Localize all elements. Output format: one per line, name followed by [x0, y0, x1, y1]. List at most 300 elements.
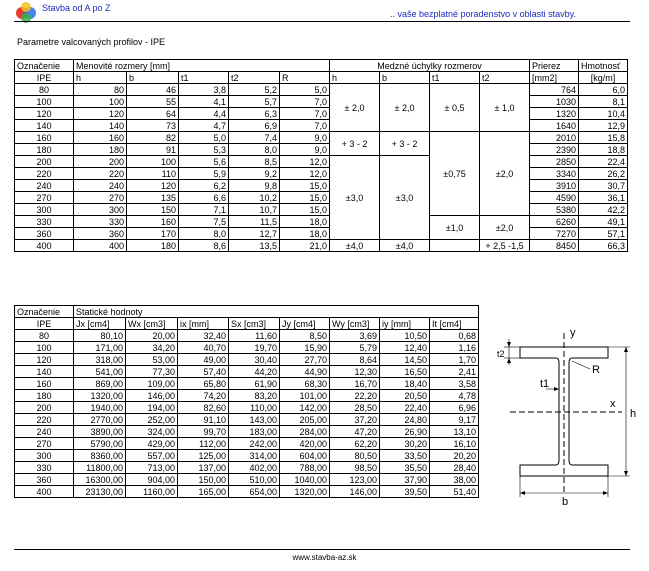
- cell: 8,50: [280, 330, 330, 342]
- static-values-table: [14, 305, 479, 498]
- cell: 146,00: [330, 486, 380, 498]
- cell: 6,2: [179, 180, 229, 192]
- cell: 15,0: [280, 192, 330, 204]
- cell: 28,50: [330, 402, 380, 414]
- table-row: [15, 390, 479, 402]
- header-cell: [mm2]: [530, 72, 579, 84]
- cell: 5,79: [330, 342, 380, 354]
- header-cell: Medzné úchylky rozmerov: [330, 60, 530, 72]
- cell: 429,00: [126, 438, 178, 450]
- cell: 180: [15, 390, 74, 402]
- cell: 80,10: [74, 330, 126, 342]
- cell: 44,20: [229, 366, 280, 378]
- cell: 20,50: [380, 390, 430, 402]
- cell: 110: [127, 168, 179, 180]
- cell: 109,00: [126, 378, 178, 390]
- cell: 1030: [530, 96, 579, 108]
- cell: 200: [74, 156, 127, 168]
- cell: 140: [15, 120, 74, 132]
- cell: 140: [74, 120, 127, 132]
- cell: 11,60: [229, 330, 280, 342]
- cell: 98,50: [330, 462, 380, 474]
- cell: 7,5: [179, 216, 229, 228]
- cell: 51,40: [430, 486, 479, 498]
- table-row: [15, 132, 628, 144]
- cell: 34,20: [126, 342, 178, 354]
- table-row: [15, 180, 628, 192]
- cell: 120: [74, 108, 127, 120]
- cell: 205,00: [280, 414, 330, 426]
- cell: ±4,0: [380, 240, 430, 252]
- header-cell: t1: [179, 72, 229, 84]
- cell: 4590: [530, 192, 579, 204]
- cell: 2770,00: [74, 414, 126, 426]
- cell: 180: [74, 144, 127, 156]
- table-row: [15, 414, 479, 426]
- cell: 240: [15, 426, 74, 438]
- cell: 12,0: [280, 168, 330, 180]
- cell: 82: [127, 132, 179, 144]
- cell: 42,2: [579, 204, 628, 216]
- cell: 6260: [530, 216, 579, 228]
- cell: 73: [127, 120, 179, 132]
- cell: ±1,0: [430, 216, 480, 240]
- cell: 9,2: [229, 168, 280, 180]
- cell: 44,90: [280, 366, 330, 378]
- cell: 55: [127, 96, 179, 108]
- header-cell: IPE: [15, 72, 74, 84]
- cell: 110,00: [229, 402, 280, 414]
- header-cell: Jy [cm4]: [280, 318, 330, 330]
- header-cell: Sx [cm3]: [229, 318, 280, 330]
- cell: 3,58: [430, 378, 479, 390]
- header-cell: Wy [cm3]: [330, 318, 380, 330]
- cell: 180: [127, 240, 179, 252]
- table-row: [15, 108, 628, 120]
- cell: 400: [15, 486, 74, 498]
- table-row: [15, 366, 479, 378]
- cell: 49,00: [178, 354, 229, 366]
- cell: 91,10: [178, 414, 229, 426]
- cell: 220: [15, 414, 74, 426]
- cell: 1,16: [430, 342, 479, 354]
- cell: 242,00: [229, 438, 280, 450]
- cell: 240: [15, 180, 74, 192]
- cell: 330: [15, 462, 74, 474]
- cell: 8,64: [330, 354, 380, 366]
- cell: 143,00: [229, 414, 280, 426]
- cell: 21,0: [280, 240, 330, 252]
- label-b: b: [562, 496, 569, 505]
- cell: 2010: [530, 132, 579, 144]
- table-row: [15, 330, 479, 342]
- tagline: .. vaše bezplatné poradenstvo v oblasti stavby.: [390, 9, 576, 19]
- cell: 64: [127, 108, 179, 120]
- cell: 32,40: [178, 330, 229, 342]
- header-cell: [kg/m]: [579, 72, 628, 84]
- cell: 3910: [530, 180, 579, 192]
- cell: 1940,00: [74, 402, 126, 414]
- header-cell: t1: [430, 72, 480, 84]
- cell: 22,20: [330, 390, 380, 402]
- cell: 18,0: [280, 216, 330, 228]
- table-row: [15, 354, 479, 366]
- cell: 15,0: [280, 204, 330, 216]
- cell: 8,6: [179, 240, 229, 252]
- cell: 38,00: [430, 474, 479, 486]
- cell: 9,0: [280, 132, 330, 144]
- cell: 26,2: [579, 168, 628, 180]
- cell: 20,00: [126, 330, 178, 342]
- cell: 8360,00: [74, 450, 126, 462]
- table-row: [15, 192, 628, 204]
- cell: 160: [15, 132, 74, 144]
- cell: 330: [15, 216, 74, 228]
- cell: 7,0: [280, 120, 330, 132]
- table-row: [15, 228, 628, 240]
- page-title: Parametre valcovaných profilov - IPE: [17, 37, 166, 47]
- cell: 270: [15, 192, 74, 204]
- header-cell: Jx [cm4]: [74, 318, 126, 330]
- cell: 5,9: [179, 168, 229, 180]
- cell: 160: [15, 378, 74, 390]
- cell: 12,7: [229, 228, 280, 240]
- cell: ± 2,0: [330, 84, 380, 132]
- cell: ±0,75: [430, 132, 480, 216]
- cell: 4,78: [430, 390, 479, 402]
- cell: 6,96: [430, 402, 479, 414]
- cell: 146,00: [126, 390, 178, 402]
- cell: 1320: [530, 108, 579, 120]
- cell: 74,20: [178, 390, 229, 402]
- cell: 1320,00: [280, 486, 330, 498]
- cell: 270: [74, 192, 127, 204]
- cell: 82,60: [178, 402, 229, 414]
- table-row: [15, 168, 628, 180]
- cell: 30,7: [579, 180, 628, 192]
- header-cell: Označenie: [15, 306, 74, 318]
- cell: 20,20: [430, 450, 479, 462]
- cell: 80: [15, 84, 74, 96]
- cell: 100: [74, 96, 127, 108]
- cell: 30,20: [380, 438, 430, 450]
- cell: 11800,00: [74, 462, 126, 474]
- cell: 160: [74, 132, 127, 144]
- table-row: [15, 84, 628, 96]
- cell: 5,0: [179, 132, 229, 144]
- header-cell: iy [mm]: [380, 318, 430, 330]
- cell: 120: [127, 180, 179, 192]
- table-header-row: [15, 60, 628, 72]
- cell: 300: [15, 450, 74, 462]
- table-row: [15, 342, 479, 354]
- cell: 284,00: [280, 426, 330, 438]
- cell: 16300,00: [74, 474, 126, 486]
- table-row: [15, 462, 479, 474]
- cell: 13,10: [430, 426, 479, 438]
- cell: 6,3: [229, 108, 280, 120]
- cell: ±2,0: [480, 216, 530, 240]
- cell: 170: [127, 228, 179, 240]
- cell: 24,80: [380, 414, 430, 426]
- cell: 360: [15, 474, 74, 486]
- cell: 420,00: [280, 438, 330, 450]
- header-cell: h: [74, 72, 127, 84]
- cell: 11,5: [229, 216, 280, 228]
- cell: 13,5: [229, 240, 280, 252]
- cell: ±3,0: [380, 156, 430, 240]
- table-header-row: [15, 72, 628, 84]
- cell: 99,70: [178, 426, 229, 438]
- cell: 1320,00: [74, 390, 126, 402]
- cell: 66,3: [579, 240, 628, 252]
- cell: 120: [15, 354, 74, 366]
- cell: 22,4: [579, 156, 628, 168]
- table-row: [15, 378, 479, 390]
- table-row: [15, 144, 628, 156]
- cell: 120: [15, 108, 74, 120]
- cell: 47,20: [330, 426, 380, 438]
- cell: 171,00: [74, 342, 126, 354]
- table-row: [15, 450, 479, 462]
- cell: 77,30: [126, 366, 178, 378]
- cell: 7,0: [280, 108, 330, 120]
- cell: 150: [127, 204, 179, 216]
- cell: 8,5: [229, 156, 280, 168]
- cell: 2850: [530, 156, 579, 168]
- cell: 112,00: [178, 438, 229, 450]
- cell: 324,00: [126, 426, 178, 438]
- cell: 4,7: [179, 120, 229, 132]
- brand-name: Stavba od A po Z: [42, 3, 111, 13]
- cell: 62,20: [330, 438, 380, 450]
- table-row: [15, 96, 628, 108]
- cell: 220: [15, 168, 74, 180]
- cell: 80: [74, 84, 127, 96]
- table-row: [15, 426, 479, 438]
- cell: 28,40: [430, 462, 479, 474]
- cell: 18,8: [579, 144, 628, 156]
- cell: 10,2: [229, 192, 280, 204]
- cell: 6,6: [179, 192, 229, 204]
- cell: 3,69: [330, 330, 380, 342]
- cell: 8,1: [579, 96, 628, 108]
- cell: 400: [15, 240, 74, 252]
- cell: 39,50: [380, 486, 430, 498]
- cell: 33,50: [380, 450, 430, 462]
- cell: 91: [127, 144, 179, 156]
- cell: 135: [127, 192, 179, 204]
- cell: 360: [15, 228, 74, 240]
- cell: 123,00: [330, 474, 380, 486]
- cell: 200: [15, 156, 74, 168]
- cell: 183,00: [229, 426, 280, 438]
- cell: 12,0: [280, 156, 330, 168]
- cell: 5,2: [229, 84, 280, 96]
- cell: 68,30: [280, 378, 330, 390]
- cell: 0,68: [430, 330, 479, 342]
- cell: 100: [127, 156, 179, 168]
- cell: 49,1: [579, 216, 628, 228]
- header-cell: Prierez: [530, 60, 579, 72]
- header-cell: R: [280, 72, 330, 84]
- cell: 252,00: [126, 414, 178, 426]
- cell: 22,40: [380, 402, 430, 414]
- header-cell: t2: [229, 72, 280, 84]
- cell: 869,00: [74, 378, 126, 390]
- cell: 764: [530, 84, 579, 96]
- cell: 6,0: [579, 84, 628, 96]
- label-x: x: [610, 398, 616, 410]
- header-cell: h: [330, 72, 380, 84]
- cell: 5,0: [280, 84, 330, 96]
- table-row: [15, 402, 479, 414]
- header-cell: Menovité rozmery [mm]: [74, 60, 330, 72]
- cell: 713,00: [126, 462, 178, 474]
- cell: 12,40: [380, 342, 430, 354]
- label-t2: t2: [497, 349, 505, 359]
- header-cell: It [cm4]: [430, 318, 479, 330]
- cell: + 3 - 2: [380, 132, 430, 156]
- cell: 37,20: [330, 414, 380, 426]
- cell: 3890,00: [74, 426, 126, 438]
- header-divider: [14, 21, 630, 22]
- cell: 270: [15, 438, 74, 450]
- cell: 1,70: [430, 354, 479, 366]
- cell: ± 2,0: [380, 84, 430, 132]
- cell: ± 0,5: [430, 84, 480, 132]
- cell: 8450: [530, 240, 579, 252]
- header-cell: b: [380, 72, 430, 84]
- ipe-profile-diagram: [490, 325, 640, 505]
- cell: 142,00: [280, 402, 330, 414]
- cell: 19,70: [229, 342, 280, 354]
- cell: 15,0: [280, 180, 330, 192]
- cell: 2390: [530, 144, 579, 156]
- cell: 220: [74, 168, 127, 180]
- cell: 300: [15, 204, 74, 216]
- cell: + 2,5 -1,5: [480, 240, 530, 252]
- header-cell: Hmotnosť: [579, 60, 628, 72]
- header-cell: IPE: [15, 318, 74, 330]
- label-t1: t1: [540, 378, 550, 390]
- cell: 101,00: [280, 390, 330, 402]
- cell: 3340: [530, 168, 579, 180]
- cell: ± 1,0: [480, 84, 530, 132]
- table-row: [15, 156, 628, 168]
- cell: 400: [74, 240, 127, 252]
- cell: 26,90: [380, 426, 430, 438]
- cell: ±2,0: [480, 132, 530, 216]
- cell: 904,00: [126, 474, 178, 486]
- cell: 57,1: [579, 228, 628, 240]
- cell: 654,00: [229, 486, 280, 498]
- cell: 3,8: [179, 84, 229, 96]
- cell: 53,00: [126, 354, 178, 366]
- cell: 314,00: [229, 450, 280, 462]
- cell: 10,4: [579, 108, 628, 120]
- cell: ±4,0: [330, 240, 380, 252]
- cell: 65,80: [178, 378, 229, 390]
- cell: 160: [127, 216, 179, 228]
- cell: 541,00: [74, 366, 126, 378]
- cell: 16,10: [430, 438, 479, 450]
- table-header-row: [15, 306, 479, 318]
- cell: 140: [15, 366, 74, 378]
- cell: 5,3: [179, 144, 229, 156]
- cell: 16,70: [330, 378, 380, 390]
- cell: 4,1: [179, 96, 229, 108]
- cell: 318,00: [74, 354, 126, 366]
- cell: 15,8: [579, 132, 628, 144]
- footer-divider: [14, 549, 630, 550]
- cell: 9,8: [229, 180, 280, 192]
- cell: 10,50: [380, 330, 430, 342]
- cell: 83,20: [229, 390, 280, 402]
- cell: 360: [74, 228, 127, 240]
- table-header-row: [15, 318, 479, 330]
- cell: 788,00: [280, 462, 330, 474]
- cell: 7,4: [229, 132, 280, 144]
- cell: 4,4: [179, 108, 229, 120]
- cell: 5380: [530, 204, 579, 216]
- cell: 604,00: [280, 450, 330, 462]
- header-cell: Wx [cm3]: [126, 318, 178, 330]
- cell: 12,9: [579, 120, 628, 132]
- cell: 330: [74, 216, 127, 228]
- cell: 5,7: [229, 96, 280, 108]
- cell: 1160,00: [126, 486, 178, 498]
- cell: 240: [74, 180, 127, 192]
- label-y: y: [570, 327, 576, 339]
- cell: 300: [74, 204, 127, 216]
- header-cell: ix [mm]: [178, 318, 229, 330]
- cell: 7,0: [280, 96, 330, 108]
- cell: 8,0: [229, 144, 280, 156]
- cell: 18,40: [380, 378, 430, 390]
- cell: 9,17: [430, 414, 479, 426]
- table-row: [15, 216, 628, 228]
- cell: 12,30: [330, 366, 380, 378]
- cell: 35,50: [380, 462, 430, 474]
- cell: 5,6: [179, 156, 229, 168]
- cell: 2,41: [430, 366, 479, 378]
- cell: 557,00: [126, 450, 178, 462]
- header-cell: Označenie: [15, 60, 74, 72]
- cell: + 3 - 2: [330, 132, 380, 156]
- cell: 57,40: [178, 366, 229, 378]
- cell: 30,40: [229, 354, 280, 366]
- table-row: [15, 438, 479, 450]
- cell: 7270: [530, 228, 579, 240]
- cell: 100: [15, 342, 74, 354]
- header-cell: b: [127, 72, 179, 84]
- table-row: [15, 240, 628, 252]
- cell: 61,90: [229, 378, 280, 390]
- cell: 80,50: [330, 450, 380, 462]
- cell: 200: [15, 402, 74, 414]
- cell: 1040,00: [280, 474, 330, 486]
- cell: 510,00: [229, 474, 280, 486]
- cell: 8,0: [179, 228, 229, 240]
- table-row: [15, 474, 479, 486]
- footer-url[interactable]: www.stavba-az.sk: [292, 553, 357, 562]
- table-row: [15, 486, 479, 498]
- table-row: [15, 120, 628, 132]
- cell: 16,50: [380, 366, 430, 378]
- header-cell: t2: [480, 72, 530, 84]
- cell: 1640: [530, 120, 579, 132]
